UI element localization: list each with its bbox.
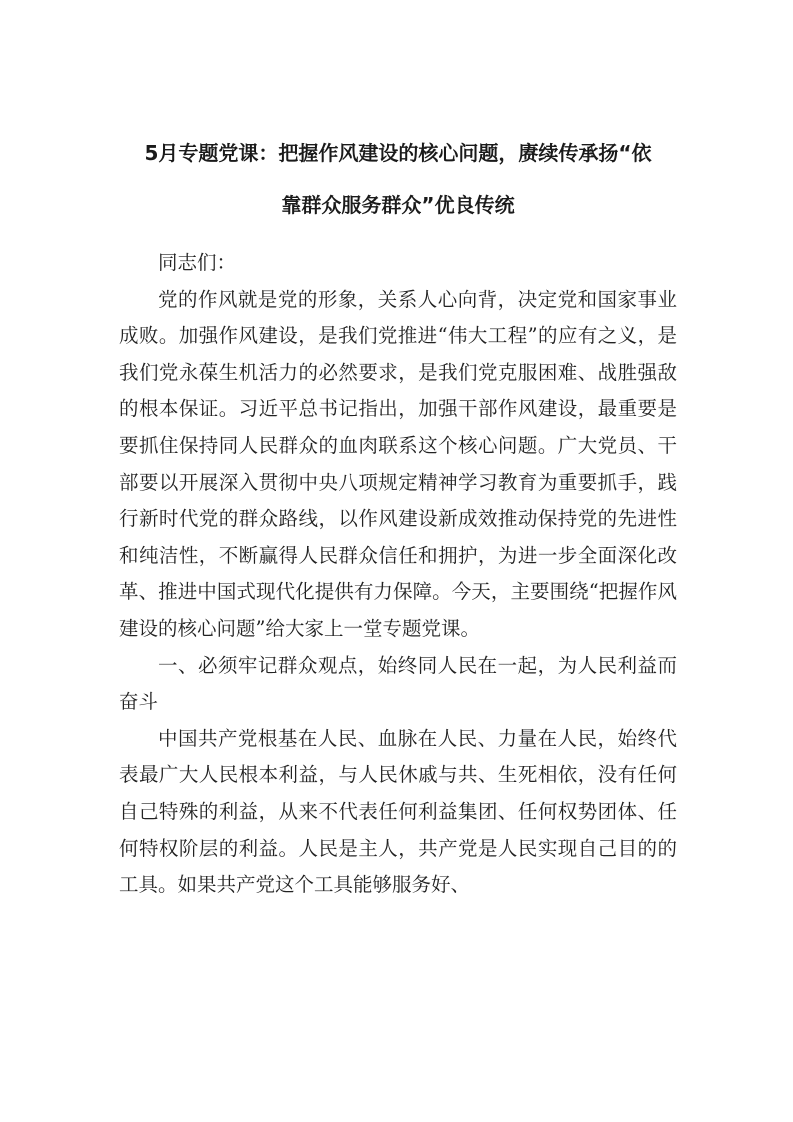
paragraph-intro: 党的作风就是党的形象，关系人心向背，决定党和国家事业成败。加强作风建设，是我们党推进“伟大工程”的应有之义，是我们党永葆生机活力的必然要求，是我们党克服困难、战胜强敌的根本保证。习近平总书记指出，加强干部作风建设，最重要是要抓住保持同人民群众的血肉联系这个核心问题。广大党员、干部要以开展深入贯彻中央八项规定精神学习教育为重要抓手，践行新时代党的群众路线，以作风建设新成效推动保持党的先进性和纯洁性，不断赢得人民群众信任和拥护，为进一步全面深化改革、推进中国式现代化提供有力保障。今天，主要围绕“把握作风建设的核心问题”给大家上一堂专题党课。 [119, 287, 677, 640]
title-line-2: 靠群众服务群众”优良传统 [281, 193, 515, 217]
greeting: 同志们： [158, 251, 237, 274]
title-line-1: 5月专题党课：把握作风建设的核心问题，赓续传承扬“依 [144, 141, 652, 165]
section-heading-1: 一、必须牢记群众观点，始终同人民在一起，为人民利益而奋斗 [119, 653, 677, 714]
document-title [118, 127, 678, 231]
paragraph-section-1: 中国共产党根基在人民、血脉在人民、力量在人民，始终代表最广大人民根本利益，与人民休戚与共、生死相依，没有任何自己特殊的利益，从来不代表任何利益集团、任何权势团体、任何特权阶层的利益。人民是主人，共产党是人民实现自己目的的工具。如果共产党这个工具能够服务好、 [119, 726, 677, 897]
document-body [119, 245, 677, 904]
